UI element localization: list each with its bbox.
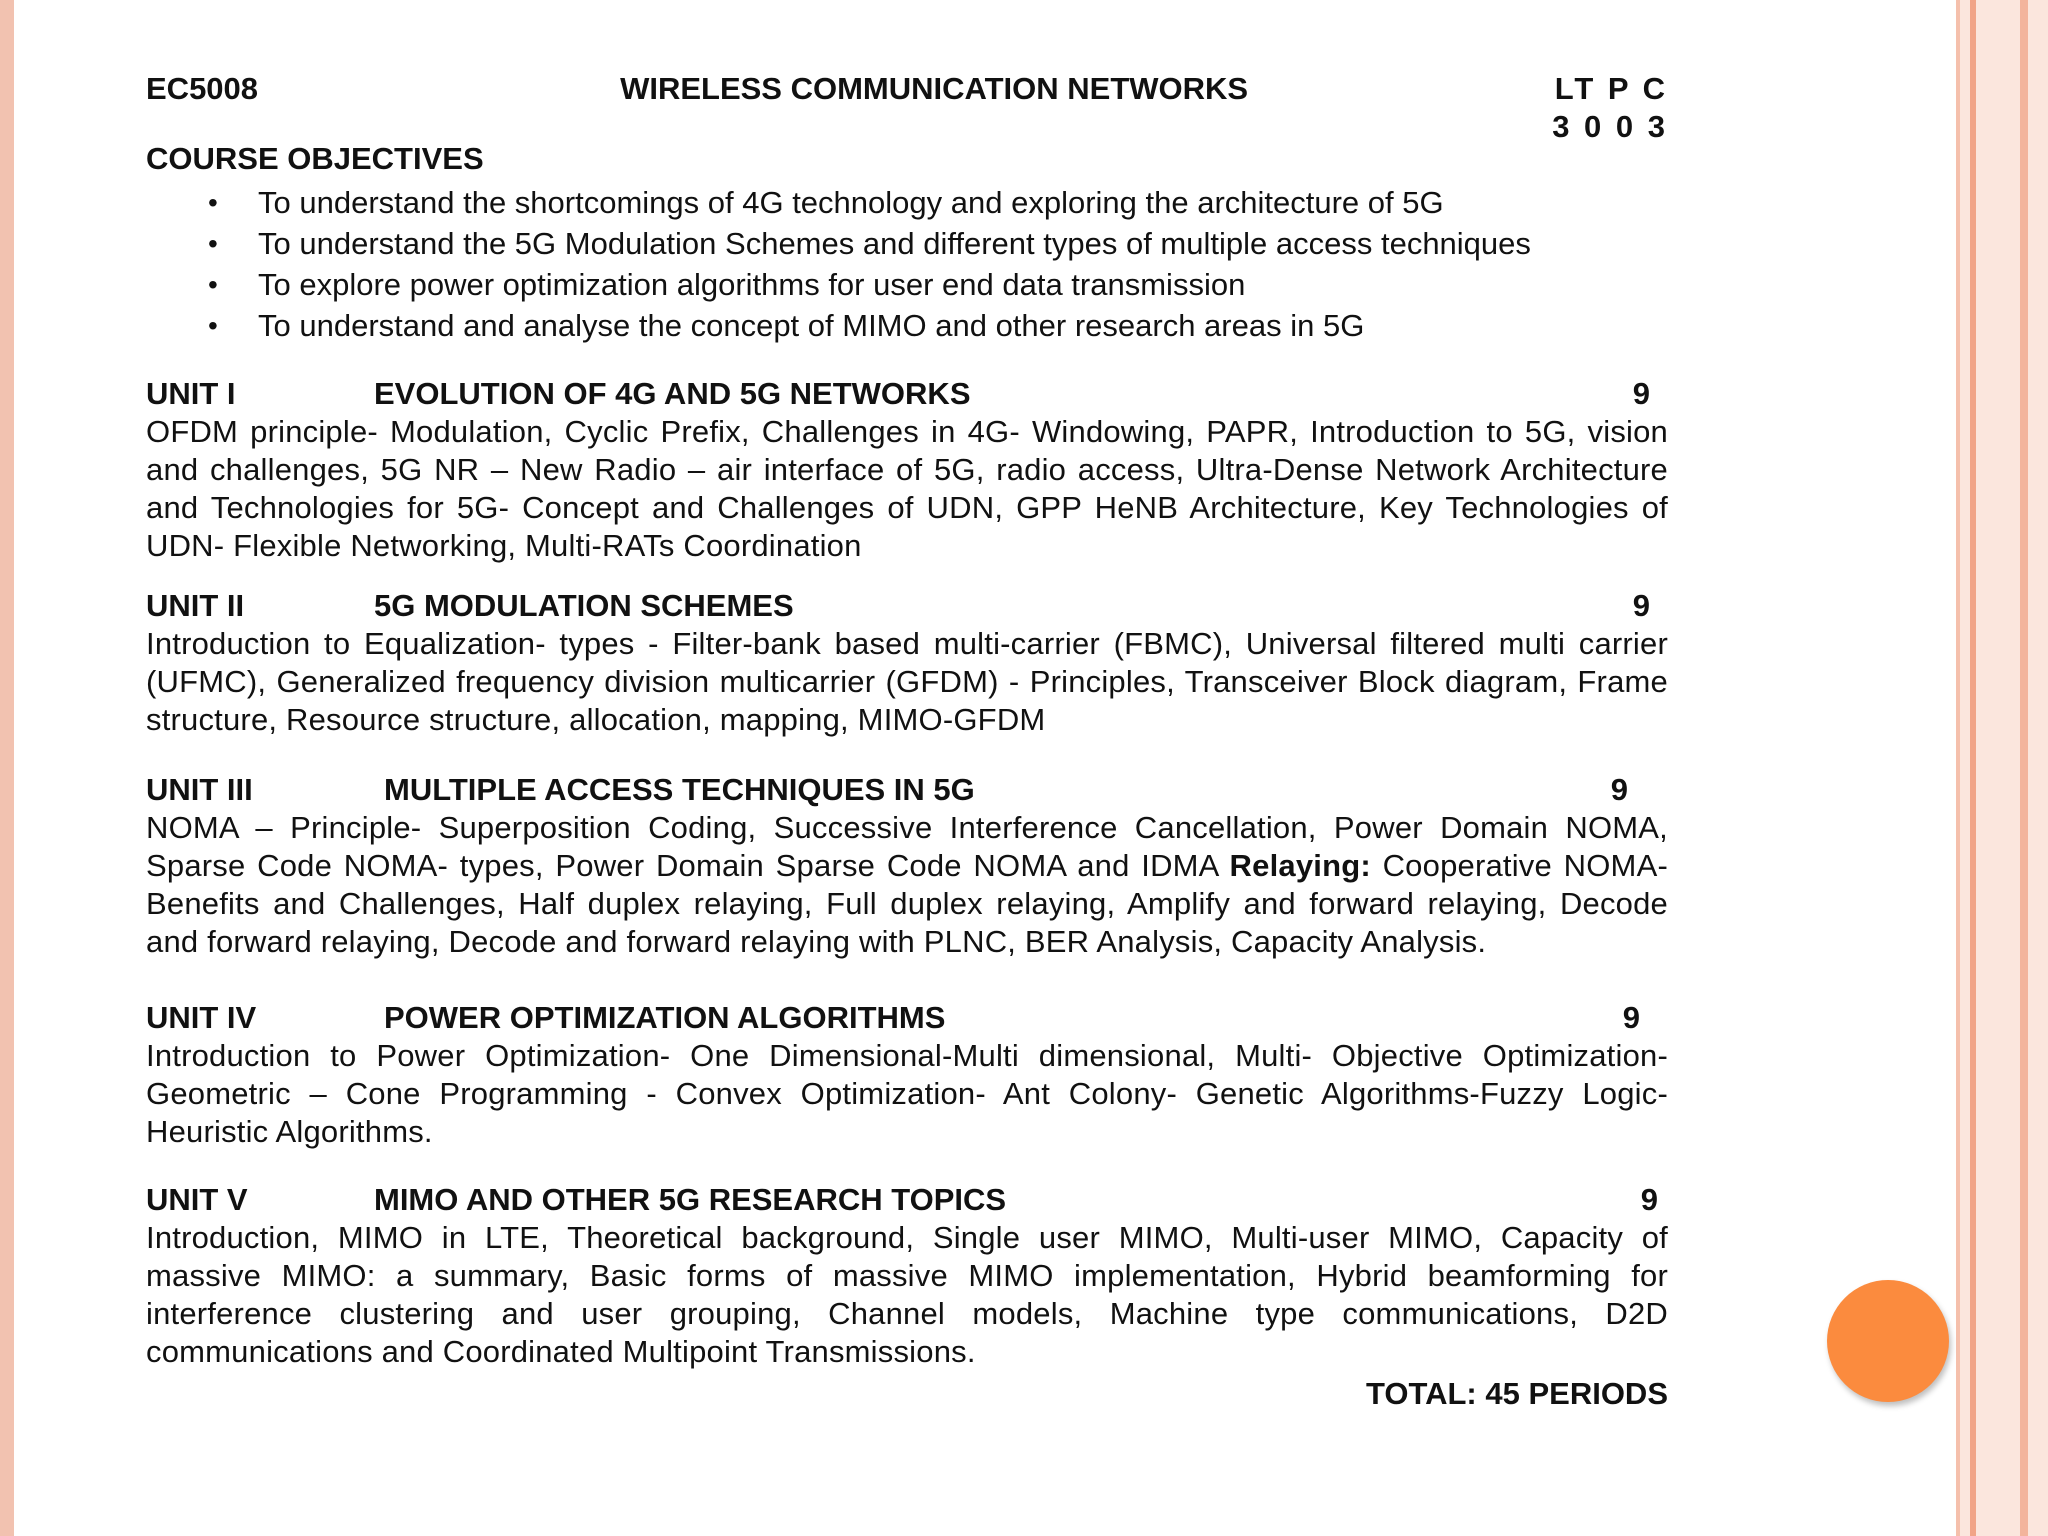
objective-item: • To understand the shortcomings of 4G technology and exploring the architecture of 5G [258,184,1668,222]
unit-description-part: NOMA – Principle- Superposition Coding, Successive Interference Cancellation, Power Domain NOMA, Sparse Code NOMA- types, Power Domain Sparse Code NOMA and IDMA [146,810,1668,883]
unit-title: POWER OPTIMIZATION ALGORITHMS [384,1000,946,1035]
slide-frame-left [0,0,14,1536]
unit-header [146,375,1668,413]
unit-3 [146,771,1668,961]
unit-header [146,1181,1668,1219]
unit-hours: 9 [1610,772,1628,807]
relaying-label: Relaying: [1229,848,1371,883]
unit-number: UNIT II [146,588,245,623]
unit-description: Introduction to Power Optimization- One Dimensional-Multi dimensional, Multi- Objective Optimization- Geometric – Cone Programming - Convex Optimization- Ant Colony- Genetic Algorithms-Fuzzy Logic- Heuristic Algorithms. [146,1038,1668,1149]
objectives-heading: COURSE OBJECTIVES [146,141,484,176]
unit-number: UNIT V [146,1182,248,1217]
unit-number: UNIT III [146,772,253,807]
unit-description: Introduction, MIMO in LTE, Theoretical background, Single user MIMO, Multi-user MIMO, Capacity of massive MIMO: a summary, Basic forms of massive MIMO implementation, Hybrid beamforming for interference clustering and user grouping, Channel models, Machine type communications, D2D communications and Coordinated Multipoint Transmissions. [146,1220,1668,1369]
course-header [146,70,1668,146]
unit-hours: 9 [1632,588,1650,623]
unit-header [146,587,1668,625]
unit-header [146,771,1668,809]
unit-header [146,999,1668,1037]
unit-title: EVOLUTION OF 4G AND 5G NETWORKS [374,376,971,411]
slide-frame-right [1960,0,2048,1536]
unit-number: UNIT I [146,376,236,411]
ltpc-values: 3 0 0 3 [1552,109,1668,144]
ltpc-label: LT P C [1554,71,1668,106]
unit-1 [146,375,1668,565]
unit-description: OFDM principle- Modulation, Cyclic Prefix, Challenges in 4G- Windowing, PAPR, Introduction to 5G, vision and challenges, 5G NR – New Radio – air interface of 5G, radio access, Ultra-Dense Network Architecture and Technologies for 5G- Concept and Challenges of UDN, GPP HeNB Architecture, Key Technologies of UDN- Flexible Networking, Multi-RATs Coordination [146,414,1668,563]
course-title: WIRELESS COMMUNICATION NETWORKS [620,71,1249,106]
objective-item: • To understand and analyse the concept of MIMO and other research areas in 5G [258,307,1668,345]
unit-number: UNIT IV [146,1000,257,1035]
unit-4 [146,999,1668,1151]
unit-hours: 9 [1640,1182,1658,1217]
course-code: EC5008 [146,71,259,106]
objective-item: • To explore power optimization algorithms for user end data transmission [258,266,1668,304]
unit-2 [146,587,1668,739]
objective-item: • To understand the 5G Modulation Schemes and different types of multiple access techniques [258,225,1668,263]
unit-description-part: Cooperative NOMA- Benefits and Challenges, Half duplex relaying, Full duplex relaying, Amplify and forward relaying, Decode and forward relaying, Decode and forward relaying with PLNC, BER Analysis, Capacity Analysis. [146,848,1668,959]
unit-5 [146,1181,1668,1371]
unit-description [146,809,1668,961]
unit-title: MIMO AND OTHER 5G RESEARCH TOPICS [374,1182,1007,1217]
decorative-circle [1827,1280,1949,1402]
ltpc-block [1552,70,1668,146]
objectives-list [146,184,1668,345]
unit-description: Introduction to Equalization- types - Filter-bank based multi-carrier (FBMC), Universal filtered multi carrier (UFMC), Generalized frequency division multicarrier (GFDM) - Principles, Transceiver Block diagram, Frame structure, Resource structure, allocation, mapping, MIMO-GFDM [146,626,1668,737]
syllabus-document [146,70,1668,1413]
unit-title: 5G MODULATION SCHEMES [374,588,794,623]
unit-hours: 9 [1622,1000,1640,1035]
unit-title: MULTIPLE ACCESS TECHNIQUES IN 5G [384,772,975,807]
unit-hours: 9 [1632,376,1650,411]
total-periods: TOTAL: 45 PERIODS [1365,1376,1668,1411]
